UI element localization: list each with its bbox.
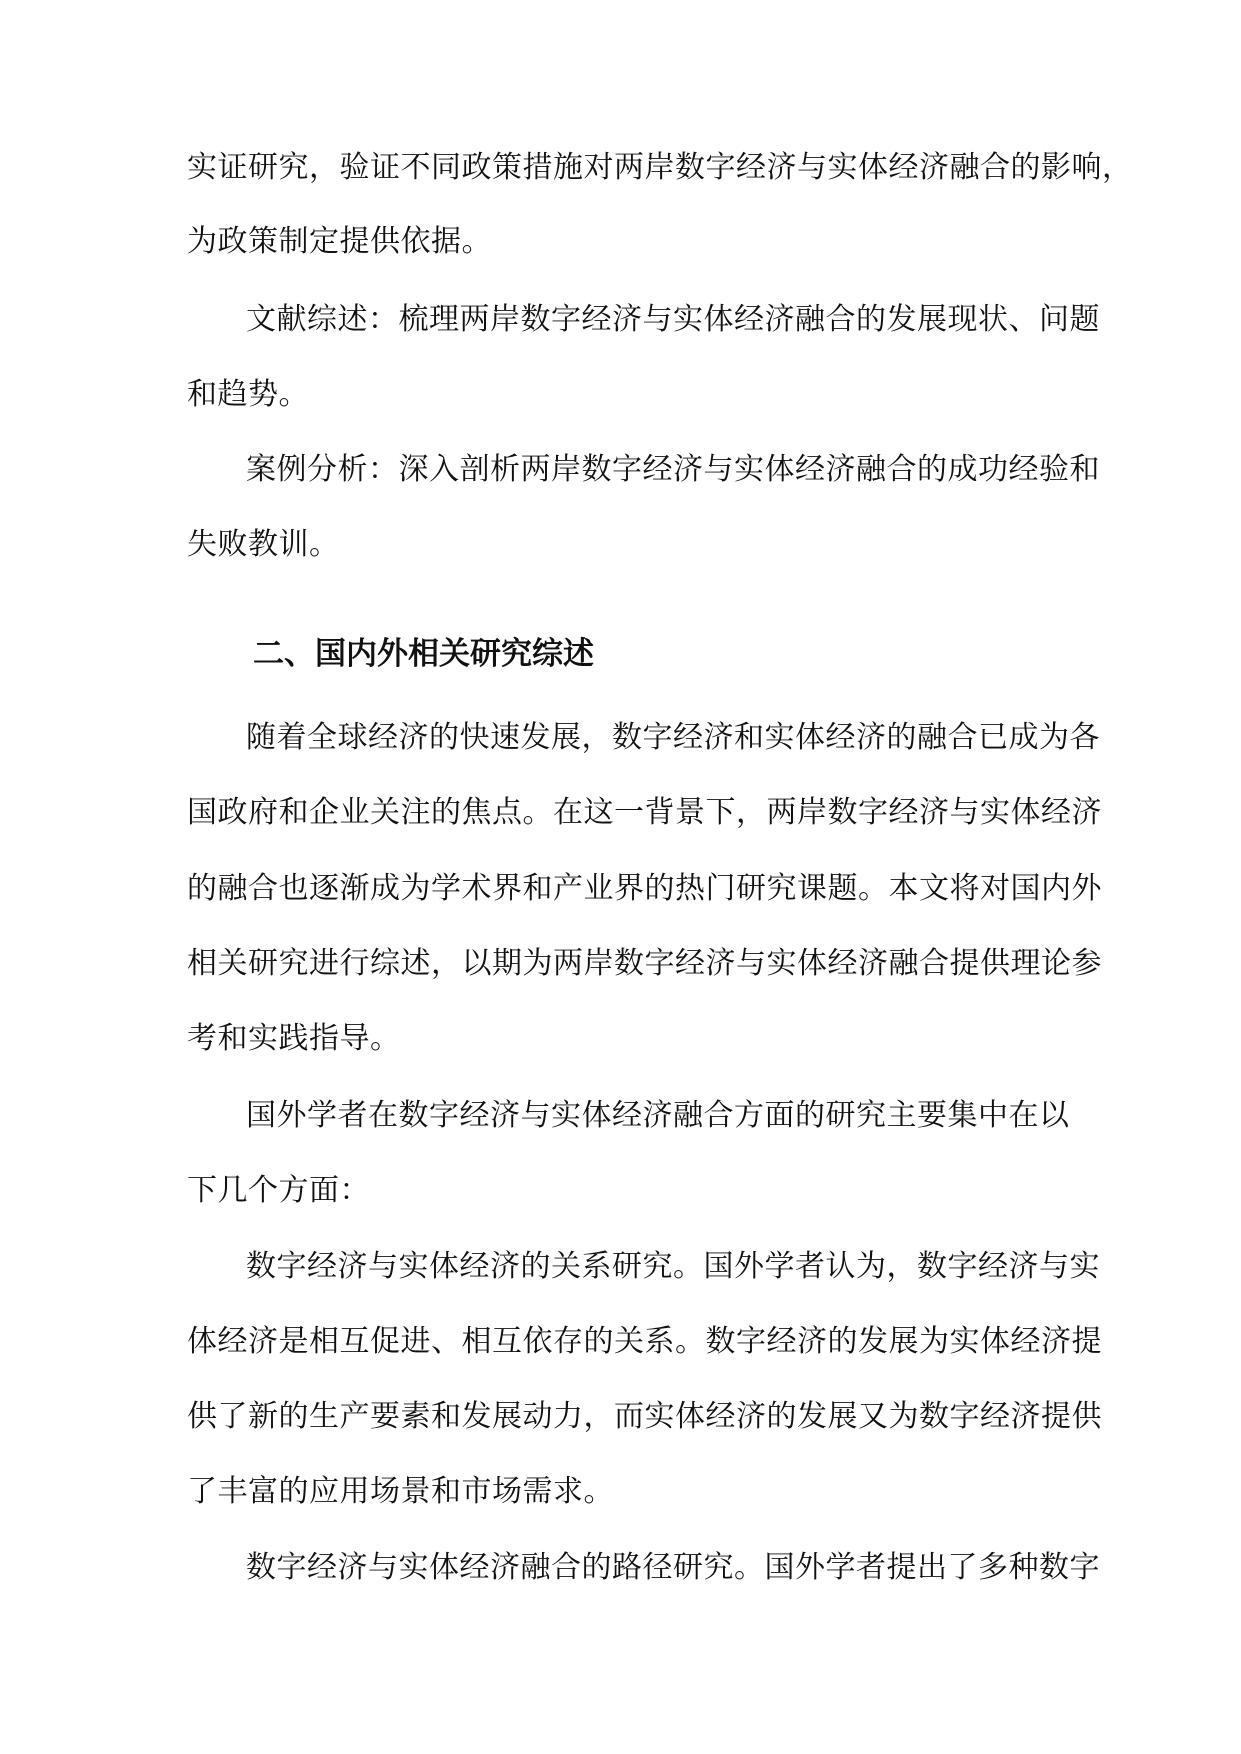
paragraph-1-line-2: 为政策制定提供依据。: [187, 224, 492, 259]
paragraph-3-line-2: 失败教训。: [187, 527, 340, 562]
paragraph-2-line-1: 文献综述：梳理两岸数字经济与实体经济融合的发展现状、问题: [246, 302, 1100, 337]
paragraph-1-line-1: 实证研究，验证不同政策措施对两岸数字经济与实体经济融合的影响，: [187, 150, 1133, 185]
paragraph-6-line-1: 数字经济与实体经济的关系研究。国外学者认为，数字经济与实: [246, 1249, 1100, 1284]
paragraph-4-line-2: 国政府和企业关注的焦点。在这一背景下，两岸数字经济与实体经济: [187, 795, 1102, 830]
paragraph-5-line-1: 国外学者在数字经济与实体经济融合方面的研究主要集中在以: [246, 1098, 1070, 1133]
paragraph-4-line-5: 考和实践指导。: [187, 1021, 401, 1056]
paragraph-4-line-1: 随着全球经济的快速发展，数字经济和实体经济的融合已成为各: [246, 720, 1100, 755]
paragraph-7-line-1: 数字经济与实体经济融合的路径研究。国外学者提出了多种数字: [246, 1550, 1100, 1585]
paragraph-4-line-4: 相关研究进行综述，以期为两岸数字经济与实体经济融合提供理论参: [187, 946, 1102, 981]
paragraph-6-line-3: 供了新的生产要素和发展动力，而实体经济的发展又为数字经济提供: [187, 1399, 1102, 1434]
paragraph-4-line-3: 的融合也逐渐成为学术界和产业界的热门研究课题。本文将对国内外: [187, 871, 1102, 906]
section-heading: 二、国内外相关研究综述: [253, 636, 594, 672]
paragraph-5-line-2: 下几个方面：: [187, 1173, 370, 1208]
paragraph-3-line-1: 案例分析：深入剖析两岸数字经济与实体经济融合的成功经验和: [246, 452, 1100, 487]
paragraph-6-line-2: 体经济是相互促进、相互依存的关系。数字经济的发展为实体经济提: [187, 1324, 1102, 1359]
paragraph-6-line-4: 了丰富的应用场景和市场需求。: [187, 1474, 614, 1509]
paragraph-2-line-2: 和趋势。: [187, 377, 309, 412]
